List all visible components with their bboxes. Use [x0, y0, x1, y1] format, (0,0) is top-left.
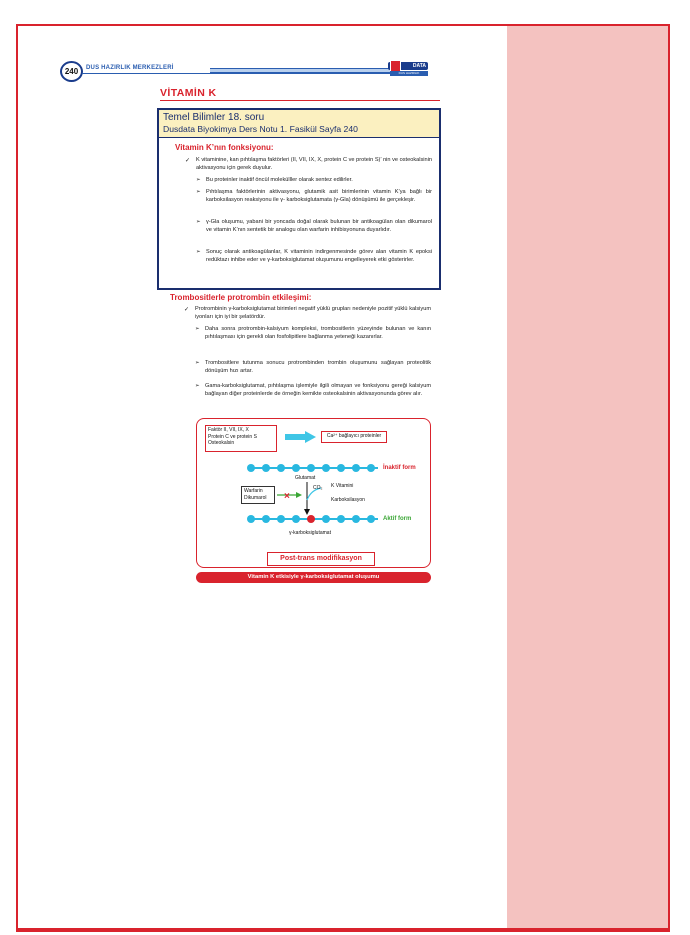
section-2-item: Daha sonra protrombin-kalsiyum kompleksi, trombositlerin yüzeyinde bulunan ve kanın pıhtılaşması için gerekli olan fosfolipitlere bağlanma yeteneği kazanırlar. [205, 326, 431, 341]
calcium-binding-box: Ca²⁺ bağlayıcı proteinler [321, 431, 387, 443]
source-banner [159, 110, 439, 138]
page-number: 240 [60, 61, 83, 82]
arrow-bullet-icon: ➢ [196, 177, 201, 183]
svg-text:×: × [284, 491, 290, 501]
page-margin-column [507, 26, 668, 928]
section-2-intro: Protrombinin γ-karboksiglutamat birimleri negatif yüklü grupları nedeniyle pozitif yüklü kalsiyum iyonları için iyi bir şelatördür. [195, 306, 431, 321]
chapter-title-rule [160, 100, 440, 101]
highlight-box [157, 108, 441, 290]
k-vitamini-label: K Vitamini [331, 483, 354, 489]
section-1-item: Sonuç olarak antikoagülanlar, K vitaminin indirgenmesinde görev alan vitamin K epoksi redüktazı inhibe eder ve γ-karboksiglutamat oluşumunu engelleyerek etki gösterirler. [206, 249, 432, 264]
warfarin-line: Warfarin [244, 488, 263, 494]
arrow-bullet-icon: ➢ [195, 383, 200, 389]
factor-line: Osteokalsin [208, 440, 235, 446]
section-1-item: γ-Gla oluşumu, yabani bir yoncada doğal olarak bulunan bir antikoagülan olan dikumarol ve vitamin K’nın sentetik bir analogu olan warfarin inhibisyonuna duyarlıdır. [206, 219, 432, 234]
active-chain-icon [245, 513, 381, 525]
check-icon: ✓ [184, 307, 190, 313]
section-1-item: Pıhtılaşma faktörlerinin aktivasyonu, glutamik asit birimlerinin vitamin K’ya bağlı bir karboksilasyon reaksiyonu ile γ- karboksiglutamata (γ-Gla) dönüşümü ile gerçekleşir. [206, 189, 432, 204]
warfarin-box [241, 486, 275, 504]
section-1-item: Bu proteinler inaktif öncül molekülller olarak sentez edilirler. [206, 177, 353, 183]
section-2-item: Trombositlere tutunma sonucu protrombinden trombin oluşumunu sağlayan proteolitik dönüşüm hızı artar. [205, 360, 431, 375]
factor-line: Protein C ve protein S [208, 433, 257, 440]
publisher-title: DUS HAZIRLIK MERKEZLERİ [86, 65, 174, 71]
arrow-bullet-icon: ➢ [196, 189, 201, 195]
section-2-title: Trombositlerle protrombin etkileşimi: [170, 293, 312, 302]
post-trans-modification-box: Post-trans modifikasyon [267, 552, 375, 566]
arrow-bullet-icon: ➢ [195, 360, 200, 366]
arrow-bullet-icon: ➢ [195, 326, 200, 332]
page-header [60, 60, 432, 80]
dusdata-logo [388, 60, 432, 80]
section-1-intro: K vitaminine, kan pıhtılaşma faktörleri (II, VII, IX, X, protein C ve protein S)’ nin ve osteokalsinin aktivasyonu için gerek duyulur. [196, 157, 432, 172]
glutamat-label: Glutamat [295, 475, 316, 481]
inactive-chain-icon [245, 462, 381, 474]
source-line-2: Dusdata Biyokimya Ders Notu 1. Fasikül Sayfa 240 [163, 124, 358, 134]
gamma-carboxylation-diagram [196, 418, 431, 568]
header-underline [82, 73, 392, 74]
arrow-bullet-icon: ➢ [196, 219, 201, 225]
check-icon: ✓ [185, 158, 191, 164]
gamma-carboxyglutamate-label: γ-karboksiglutamat [289, 530, 331, 536]
source-line-1: Temel Bilimler 18. soru [163, 112, 265, 123]
karboksilasyon-label: Karboksilasyon [331, 497, 365, 503]
inhibition-icon [277, 489, 303, 501]
factor-line: Faktör II, VII, IX, X [208, 427, 249, 433]
arrow-bullet-icon: ➢ [196, 249, 201, 255]
active-form-label: Aktif form [383, 516, 412, 522]
inactive-form-label: İnaktif form [383, 465, 416, 471]
co2-label: CO₂ [313, 485, 323, 491]
section-1-title: Vitamin K’nın fonksiyonu: [175, 143, 274, 152]
cyan-arrow-icon [285, 431, 317, 443]
factor-list-box [205, 425, 277, 452]
chapter-title: VİTAMİN K [160, 87, 217, 99]
logo-subtext: DUS HAZIRLIK MERKEZLERİ [390, 71, 428, 76]
warfarin-line: Dikumarol [244, 494, 267, 501]
section-2-item: Gama-karboksiglutamat, pıhtılaşma işlemiyle ilgili olmayan ve fonksiyonu gereği kalsiyum bağlayan diğer proteinlerde de örneğin kemikte osteokalsinin aktivasyonunda görev alır. [205, 383, 431, 398]
diagram-caption: Vitamin K etkisiyle γ-karboksiglutamat oluşumu [196, 572, 431, 583]
logo-text: DATA [388, 62, 428, 70]
